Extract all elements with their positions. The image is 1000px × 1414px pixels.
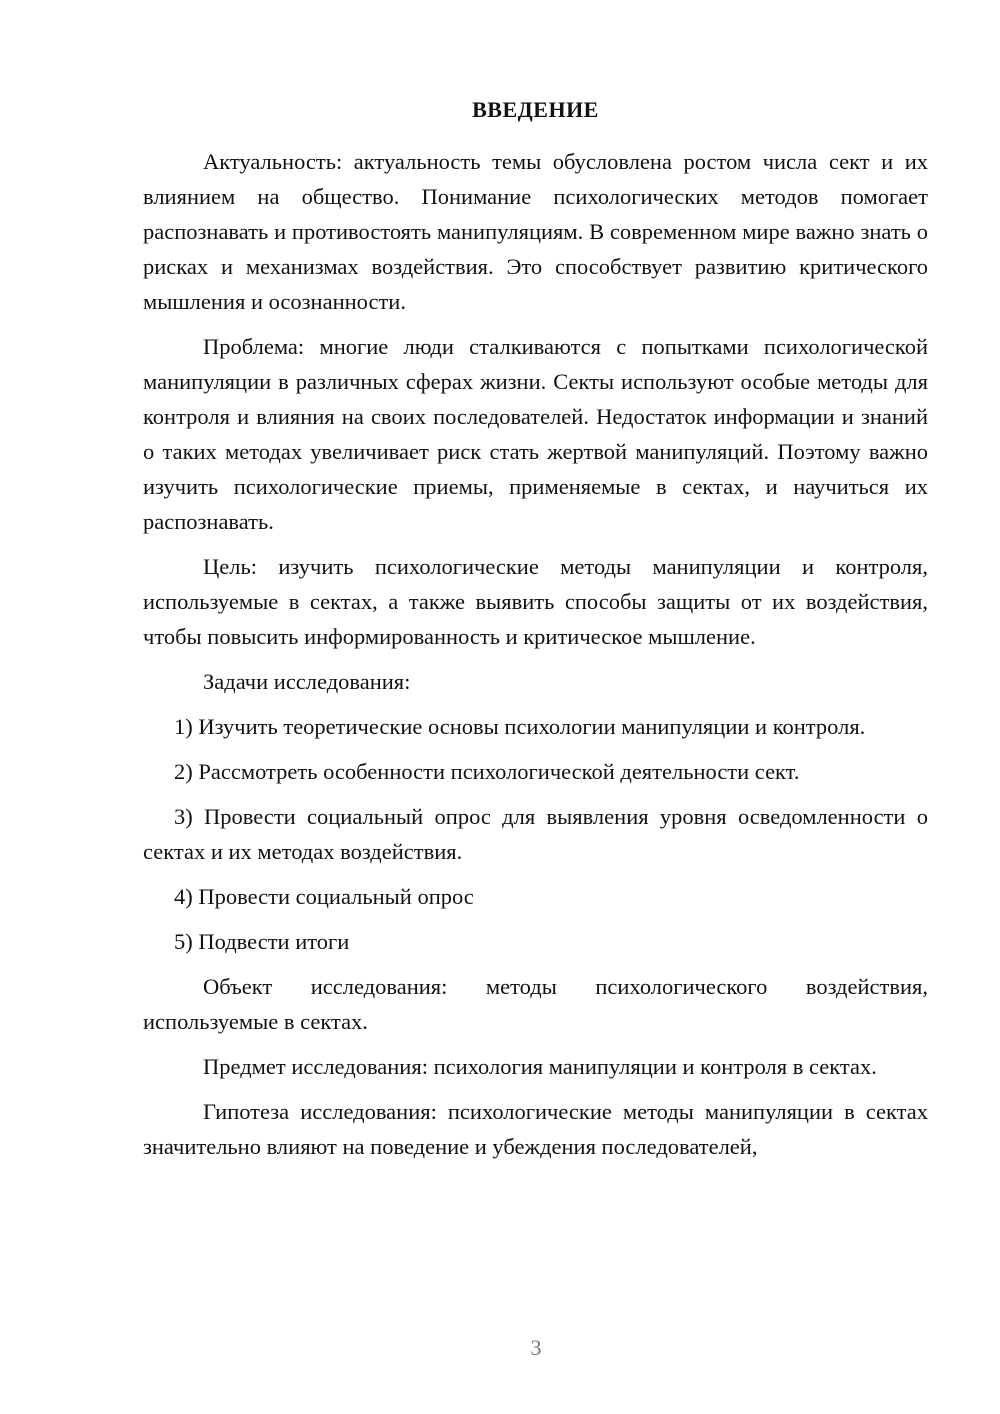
page-number: 3 <box>530 1335 542 1360</box>
relevance-paragraph: Актуальность: актуальность темы обусловлена ростом числа сект и их влиянием на общество. Понимание психологических методов помогает распознавать и противостоять манипуляциям. В современном мире важно знать о рисках и механизмах воздействия. Это способствует развитию критического мышления и осознанности. <box>143 149 928 314</box>
object-paragraph: Объект исследования: методы психологического воздействия, используемые в сектах. <box>143 974 928 1034</box>
document-page <box>143 92 928 1174</box>
task-item-2: 2) Рассмотреть особенности психологической деятельности сект. <box>174 759 800 784</box>
subject-paragraph: Предмет исследования: психология манипуляции и контроля в сектах. <box>203 1054 877 1079</box>
goal-paragraph: Цель: изучить психологические методы манипуляции и контроля, используемые в сектах, а также выявить способы защиты от их воздействия, чтобы повысить информированность и критическое мышление. <box>143 554 928 649</box>
task-item-4: 4) Провести социальный опрос <box>174 884 474 909</box>
tasks-heading: Задачи исследования: <box>203 669 411 694</box>
hypothesis-paragraph: Гипотеза исследования: психологические методы манипуляции в сектах значительно влияют на поведение и убеждения последователей, <box>143 1099 928 1159</box>
task-item-5: 5) Подвести итоги <box>174 929 350 954</box>
task-item-1: 1) Изучить теоретические основы психологии манипуляции и контроля. <box>174 714 866 739</box>
section-title: ВВЕДЕНИЕ <box>472 97 599 122</box>
task-item-3: 3) Провести социальный опрос для выявления уровня осведомленности о сектах и их методах воздействия. <box>143 804 928 864</box>
problem-paragraph: Проблема: многие люди сталкиваются с попытками психологической манипуляции в различных сферах жизни. Секты используют особые методы для контроля и влияния на своих последователей. Недостаток информации и знаний о таких методах увеличивает риск стать жертвой манипуляций. Поэтому важно изучить психологические приемы, применяемые в сектах, и научиться их распознавать. <box>143 334 928 534</box>
